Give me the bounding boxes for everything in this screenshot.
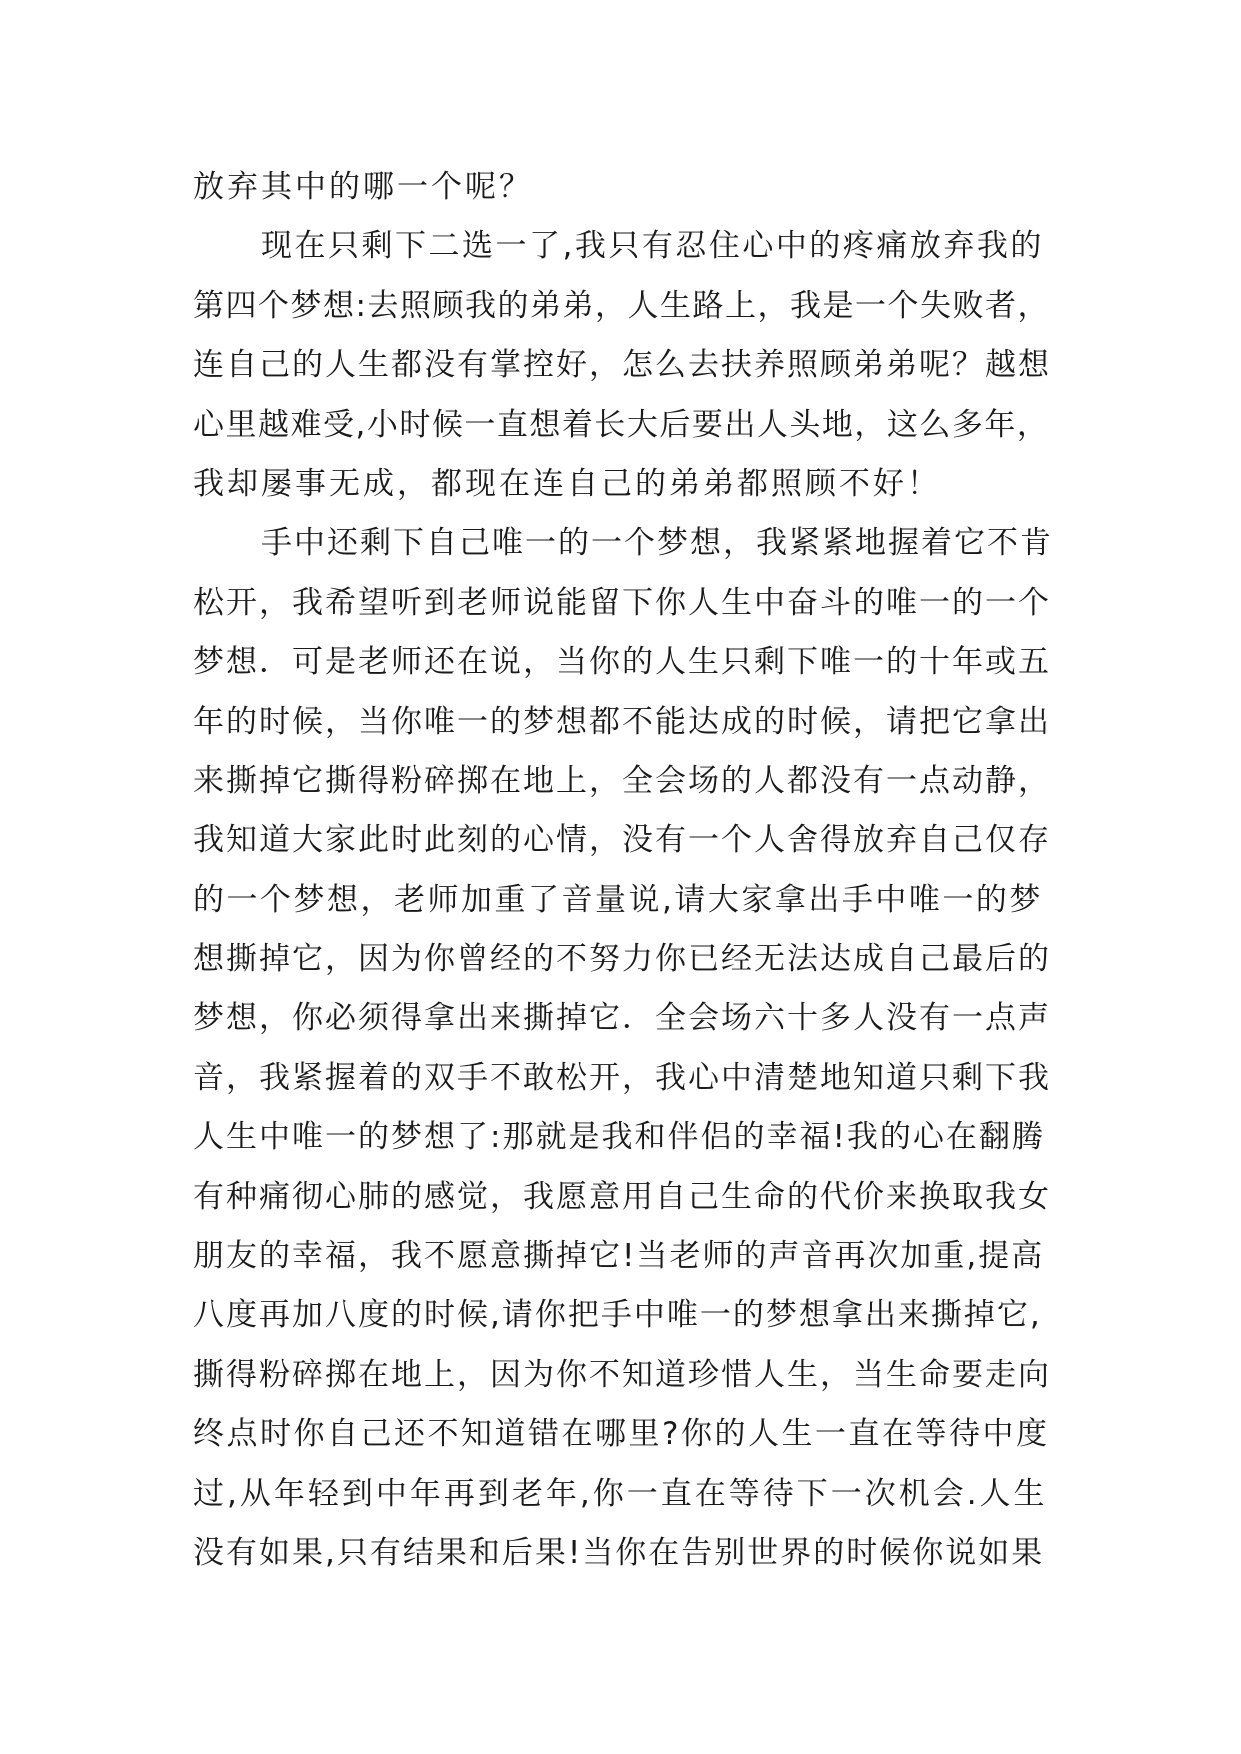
text-line: 连自己的人生都没有掌控好，怎么去扶养照顾弟弟呢？越想: [193, 347, 1051, 384]
text-line: 有种痛彻心肺的感觉，我愿意用自己生命的代价来换取我女: [193, 1178, 1051, 1215]
text-line: 年的时候，当你唯一的梦想都不能达成的时候，请把它拿出: [193, 703, 1051, 740]
text-line: 想撕掉它，因为你曾经的不努力你已经无法达成自己最后的: [193, 941, 1051, 978]
text-line: 放弃其中的哪一个呢？: [193, 169, 533, 205]
text-line: 第四个梦想:去照顾我的弟弟，人生路上，我是一个失败者，: [193, 287, 1050, 324]
text-line: 梦想．可是老师还在说，当你的人生只剩下唯一的十年或五: [193, 644, 1051, 681]
text-line: 的一个梦想，老师加重了音量说,请大家拿出手中唯一的梦: [193, 881, 1043, 918]
text-line: 终点时你自己还不知道错在哪里?你的人生一直在等待中度: [193, 1416, 1050, 1453]
text-line: 没有如果,只有结果和后果!当你在告别世界的时候你说如果: [193, 1534, 1045, 1571]
text-line: 撕得粉碎掷在地上，因为你不知道珍惜人生，当生命要走向: [193, 1356, 1051, 1393]
text-line: 朋友的幸福，我不愿意撕掉它!当老师的声音再次加重,提高: [193, 1238, 1045, 1275]
text-line: 心里越难受,小时候一直想着长大后要出人头地，这么多年，: [193, 406, 1050, 443]
text-line: 梦想，你必须得拿出来撕掉它．全会场六十多人没有一点声: [193, 1000, 1051, 1037]
text-line: 我却屡事无成，都现在连自己的弟弟都照顾不好！: [193, 465, 941, 502]
text-line: 人生中唯一的梦想了:那就是我和伴侣的幸福!我的心在翻腾: [193, 1119, 1045, 1156]
body-text: [193, 158, 1053, 1583]
paragraph-first-line: 手中还剩下自己唯一的一个梦想，我紧紧地握着它不肯: [261, 525, 1053, 562]
text-line: 松开，我希望听到老师说能留下你人生中奋斗的唯一的一个: [193, 584, 1051, 621]
text-line: 来撕掉它撕得粉碎掷在地上，全会场的人都没有一点动静，: [193, 762, 1051, 799]
text-line: 音，我紧握着的双手不敢松开，我心中清楚地知道只剩下我: [193, 1059, 1051, 1096]
text-line: 八度再加八度的时候,请你把手中唯一的梦想拿出来撕掉它,: [193, 1297, 1042, 1334]
text-line: 过,从年轻到中年再到老年,你一直在等待下一次机会.人生: [193, 1475, 1048, 1512]
text-line: 我知道大家此时此刻的心情，没有一个人舍得放弃自己仅存: [193, 822, 1051, 859]
paragraph-first-line: 现在只剩下二选一了,我只有忍住心中的疼痛放弃我的: [261, 228, 1044, 265]
